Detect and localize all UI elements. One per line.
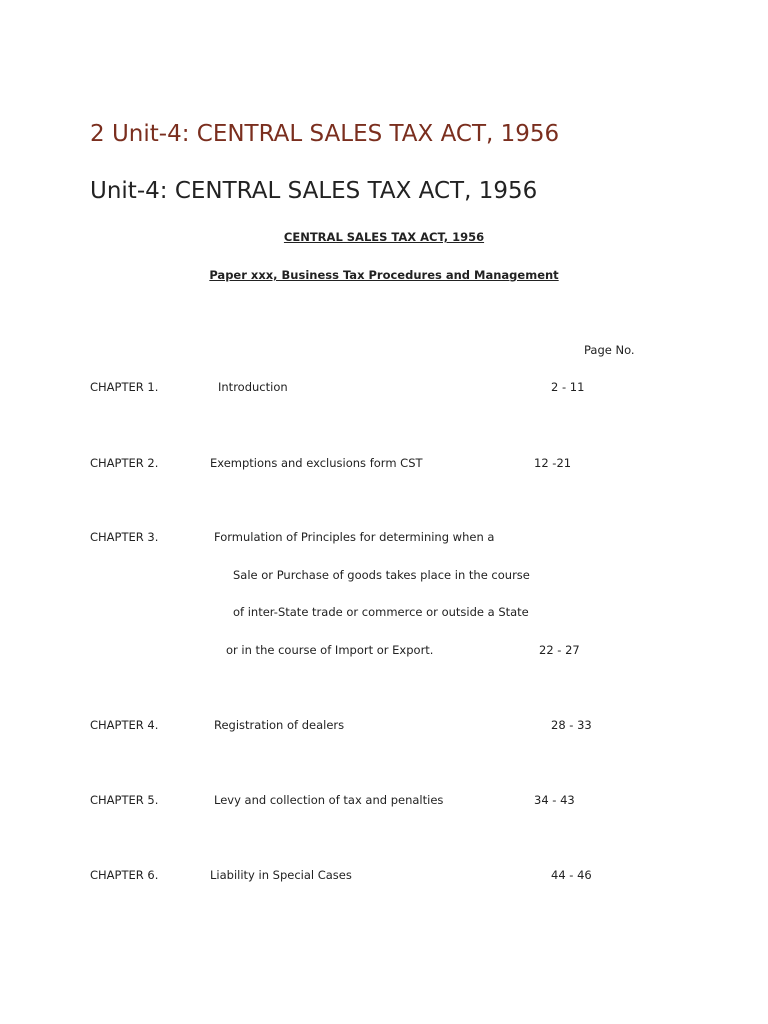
chapter-title: Liability in Special Cases	[210, 868, 352, 882]
chapter-label: CHAPTER 4.	[90, 718, 159, 732]
chapter-title: Levy and collection of tax and penalties	[214, 793, 444, 807]
chapter-label: CHAPTER 6.	[90, 868, 159, 882]
chapter-pages: 22 - 27	[539, 643, 580, 657]
page-title: 2 Unit-4: CENTRAL SALES TAX ACT, 1956	[90, 121, 560, 147]
chapter-pages: 34 - 43	[534, 793, 575, 807]
unit-heading: Unit-4: CENTRAL SALES TAX ACT, 1956	[90, 178, 538, 204]
chapter-pages: 12 -21	[534, 456, 572, 470]
chapter-title-line: Formulation of Principles for determining when a	[214, 530, 495, 544]
chapter-pages: 28 - 33	[551, 718, 592, 732]
chapter-title-line: or in the course of Import or Export.	[226, 643, 434, 657]
paper-title: Paper xxx, Business Tax Procedures and Management	[209, 268, 559, 282]
chapter-pages: 2 - 11	[551, 380, 585, 394]
chapter-label: CHAPTER 1.	[90, 380, 159, 394]
chapter-title: Exemptions and exclusions form CST	[210, 456, 423, 470]
page-no-label: Page No.	[584, 343, 635, 357]
act-title: CENTRAL SALES TAX ACT, 1956	[283, 230, 485, 244]
chapter-title: Registration of dealers	[214, 718, 345, 732]
chapter-label: CHAPTER 5.	[90, 793, 159, 807]
chapter-title-line: Sale or Purchase of goods takes place in the course	[233, 568, 530, 582]
chapter-pages: 44 - 46	[551, 868, 592, 882]
chapter-label: CHAPTER 2.	[90, 456, 159, 470]
chapter-title: Introduction	[218, 380, 288, 394]
chapter-label: CHAPTER 3.	[90, 530, 159, 544]
chapter-title-line: of inter-State trade or commerce or outside a State	[233, 605, 529, 619]
